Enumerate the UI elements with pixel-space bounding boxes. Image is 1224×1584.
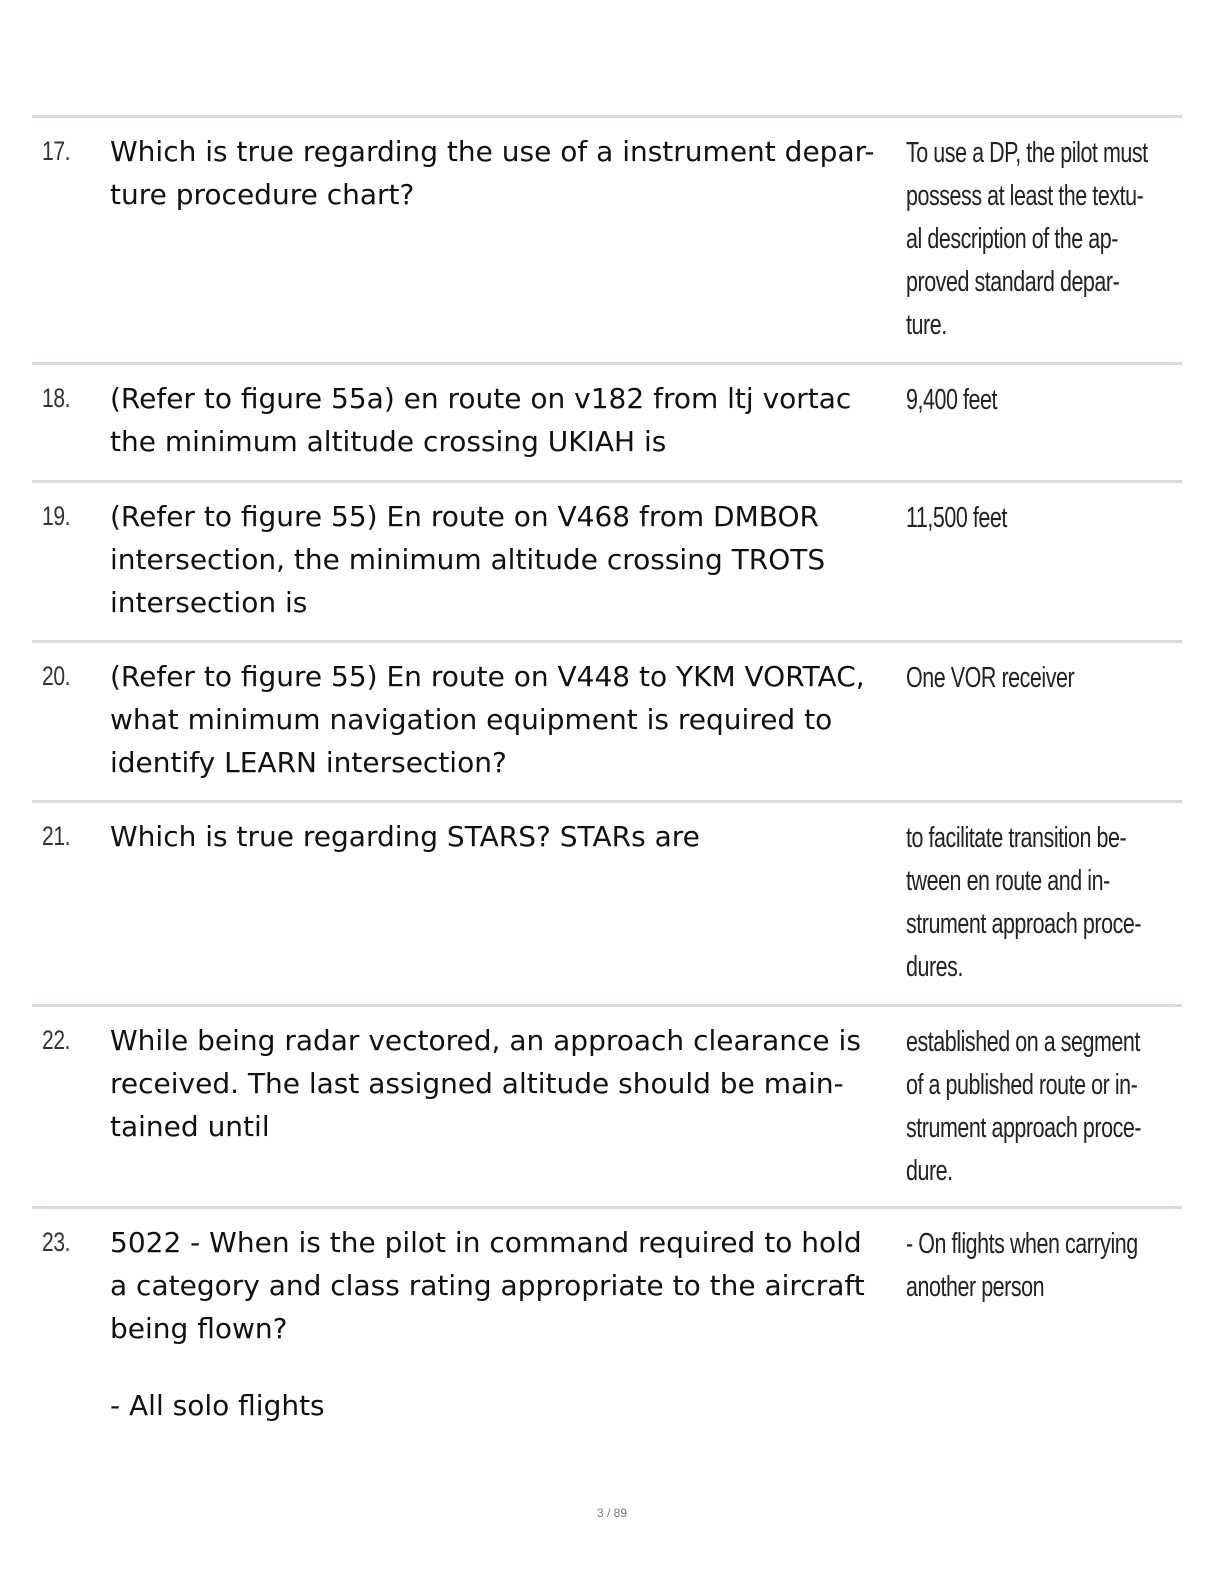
question-number: 22. <box>42 1025 71 1055</box>
answer-text: 11,500 feet <box>906 502 1007 534</box>
question-text: (Refer to figure 55) En route on V448 to YKM VORTAC, what minimum navigation equipment is required to identify LEARN intersection? <box>110 660 865 779</box>
question-card-23 <box>32 1206 1182 1449</box>
question-text: (Refer to figure 55a) en route on v182 from ltj vortac the minimum altitude crossing UKIAH is <box>110 382 852 458</box>
question-card-17 <box>32 115 1182 363</box>
question-text: (Refer to figure 55) En route on V468 from DMBOR intersection, the minimum altitude crossing TROTS intersection is <box>110 500 826 619</box>
question-card-22 <box>32 1004 1182 1207</box>
question-text: While being radar vectored, an approach clearance is received. The last assigned altitude should be main- tained until <box>110 1024 861 1143</box>
question-card-18 <box>32 362 1182 481</box>
question-text: 5022 - When is the pilot in command required to hold a category and class rating appropriate to the aircraft being flown? - All solo flights <box>110 1221 900 1427</box>
question-number: 21. <box>42 821 71 851</box>
question-card-19 <box>32 480 1182 641</box>
question-number: 18. <box>42 383 71 413</box>
answer-text: One VOR receiver <box>906 662 1075 694</box>
answer-text: 9,400 feet <box>906 384 998 416</box>
question-text: Which is true regarding the use of a instrument depar- ture procedure chart? <box>110 135 875 211</box>
question-number: 20. <box>42 661 71 691</box>
answer-text: To use a DP, the pilot must possess at least the textu- al description of the ap- proved standard depar- ture. <box>906 137 1148 341</box>
answer-text: - On flights when carrying another person <box>906 1228 1138 1303</box>
page-number: 3 / 89 <box>596 1506 628 1520</box>
question-number: 23. <box>42 1227 71 1257</box>
answer-text: established on a segment of a published route or in- strument approach proce- dure. <box>906 1026 1142 1187</box>
answer-text: to facilitate transition be- tween en route and in- strument approach proce- dures. <box>906 822 1142 983</box>
question-text: Which is true regarding STARS? STARs are <box>110 820 700 853</box>
question-number: 17. <box>42 136 71 166</box>
question-card-21 <box>32 800 1182 1005</box>
question-card-20 <box>32 640 1182 801</box>
question-extra-text: - All solo flights <box>110 1389 325 1422</box>
question-number: 19. <box>42 501 71 531</box>
